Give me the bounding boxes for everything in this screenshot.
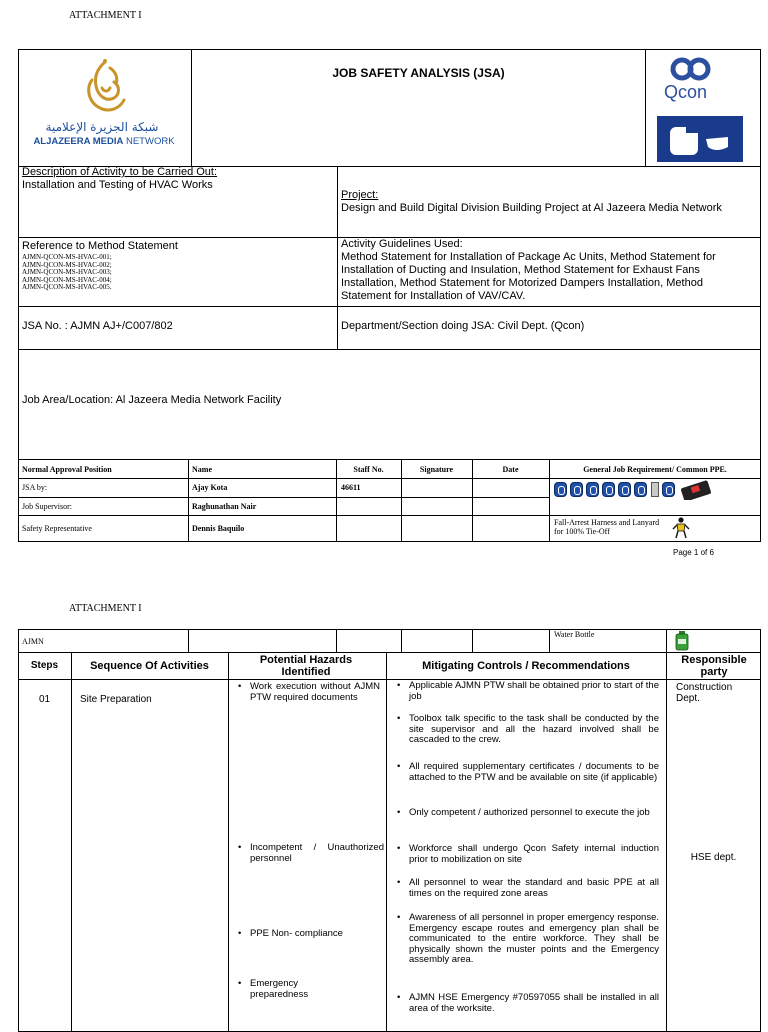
hazard-item: • Emergency preparedness bbox=[234, 979, 354, 1000]
control-item: • Toolbox talk specific to the task shall be conducted by the site supervisor and all the hazard involved shall be cascaded to the crew. bbox=[393, 714, 659, 746]
control-item: • Only competent / authorized personnel to execute the job bbox=[393, 808, 659, 819]
aljazeera-logo bbox=[22, 56, 188, 164]
guidelines-text: Method Statement for Installation of Package Ac Units, Method Statement for Installation of Ducting and Insulation, Method Statement for Exhaust Fans Installation, Method Statement for Motorized Dampers Installation, Method Statement for Installation of VAV/CAV. bbox=[341, 251, 716, 302]
guidelines-label: Activity Guidelines Used: bbox=[341, 238, 463, 250]
ppe-icons bbox=[554, 480, 724, 502]
approval-header-name: Name bbox=[192, 465, 212, 474]
jsa-number: JSA No. : AJMN AJ+/C007/802 bbox=[22, 320, 173, 332]
hard-hat-icon bbox=[554, 482, 567, 497]
hazard-list bbox=[234, 843, 384, 864]
col-header-sequence: Sequence Of Activities bbox=[90, 660, 209, 672]
id-card-icon bbox=[651, 482, 659, 497]
approval-header-staff: Staff No. bbox=[353, 465, 384, 474]
hazard-list bbox=[234, 929, 380, 940]
jsa-department: Department/Section doing JSA: Civil Dept. (Qcon) bbox=[341, 320, 585, 332]
project-value: Design and Build Digital Division Building Project at Al Jazeera Media Network bbox=[341, 202, 722, 214]
page-number: Page 1 of 6 bbox=[673, 548, 714, 557]
responsible-construction: Construction Dept. bbox=[676, 682, 733, 704]
approval-header-position: Normal Approval Position bbox=[22, 465, 112, 474]
approval-row-name: Ajay Kota bbox=[192, 483, 228, 492]
job-area: Job Area/Location: Al Jazeera Media Network Facility bbox=[22, 394, 282, 406]
approval-row-name: Raghunathan Nair bbox=[192, 502, 257, 511]
ear-protection-icon bbox=[634, 482, 647, 497]
description-label: Description of Activity to be Carried Out: bbox=[22, 166, 218, 178]
col-header-hazards: Potential Hazards Identified bbox=[259, 654, 353, 678]
step-name: Site Preparation bbox=[80, 694, 152, 705]
approval-row-position: Safety Representative bbox=[22, 524, 92, 533]
first-aid-kit-icon bbox=[678, 480, 714, 500]
harness-icon bbox=[672, 517, 690, 539]
control-item: • AJMN HSE Emergency #70597055 shall be installed in all area of the worksite. bbox=[393, 993, 659, 1014]
project-label: Project: bbox=[341, 189, 379, 201]
qcon-text: Qcon bbox=[664, 82, 708, 102]
safety-glasses-icon bbox=[618, 482, 631, 497]
safety-vest-icon bbox=[602, 482, 615, 497]
responsible-hse: HSE dept. bbox=[690, 852, 737, 863]
col-header-mitigating: Mitigating Controls / Recommendations bbox=[422, 660, 630, 672]
method-ref-list: AJMN-QCON-MS-HVAC-001; AJMN-QCON-MS-HVAC-002; AJMN-QCON-MS-HVAC-003; AJMN-QCON-MS-HVAC-004; AJMN-QCON-MS-HVAC-005. bbox=[22, 253, 112, 291]
col-header-steps: Steps bbox=[30, 660, 59, 671]
attachment-label-2: ATTACHMENT I bbox=[69, 603, 142, 614]
control-item: • Workforce shall undergo Qcon Safety internal induction prior to mobilization on site bbox=[393, 844, 659, 865]
gloves-icon bbox=[662, 482, 675, 497]
safety-boots-icon bbox=[570, 482, 583, 497]
hazard-item: • Incompetent / Unauthorized personnel bbox=[234, 843, 384, 864]
approval-row-position: JSA by: bbox=[22, 483, 48, 492]
control-item: • All required supplementary certificates / documents to be attached to the PTW and be available on site (if applicable) bbox=[393, 762, 659, 783]
ajmn-cell: AJMN bbox=[22, 637, 44, 646]
step-number: 01 bbox=[38, 694, 51, 705]
hazard-list bbox=[234, 682, 380, 703]
water-bottle-icon bbox=[675, 631, 689, 651]
approval-row-staff: 46611 bbox=[341, 483, 361, 492]
page-title: JOB SAFETY ANALYSIS (JSA) bbox=[332, 66, 505, 80]
water-bottle-label: Water Bottle bbox=[554, 630, 595, 639]
activity-table bbox=[18, 652, 761, 1032]
qcon-logo bbox=[652, 55, 752, 165]
approval-header-date: Date bbox=[502, 465, 519, 474]
qcon-box-icon bbox=[656, 115, 744, 163]
attachment-label: ATTACHMENT I bbox=[69, 10, 142, 21]
logo-arabic-text: شبكة الجزيرة الإعلامية bbox=[45, 120, 159, 134]
control-item: • All personnel to wear the standard and basic PPE at all times on the required zone areas bbox=[393, 878, 659, 899]
hazard-list bbox=[234, 979, 354, 1000]
approval-row-name: Dennis Baquilo bbox=[192, 524, 245, 533]
harness-text: Fall-Arrest Harness and Lanyard for 100% Tie-Off bbox=[554, 518, 660, 536]
approval-header-signature: Signature bbox=[419, 465, 454, 474]
approval-header-ppe: General Job Requirement/ Common PPE. bbox=[583, 465, 727, 474]
hazard-item: • Work execution without AJMN PTW required documents bbox=[234, 682, 380, 703]
coverall-icon bbox=[586, 482, 599, 497]
control-item: • Awareness of all personnel in proper emergency response. Emergency escape routes and emergency plan shall be communicated to the entire workforce. They shall be physically shown the muster points and the Emergency assembly area. bbox=[393, 913, 659, 966]
hazard-item: • PPE Non- compliance bbox=[234, 929, 380, 940]
control-item: • Applicable AJMN PTW shall be obtained prior to start of the job bbox=[393, 681, 659, 702]
description-value: Installation and Testing of HVAC Works bbox=[22, 179, 213, 191]
qcon-rings-icon bbox=[668, 57, 714, 81]
col-header-responsible: Responsible party bbox=[681, 654, 747, 678]
aljazeera-emblem-icon bbox=[80, 58, 130, 116]
method-ref-label: Reference to Method Statement bbox=[22, 240, 178, 252]
approval-row-position: Job Supervisor: bbox=[22, 502, 72, 511]
logo-english-text: ALJAZEERA MEDIA NETWORK bbox=[33, 136, 175, 147]
